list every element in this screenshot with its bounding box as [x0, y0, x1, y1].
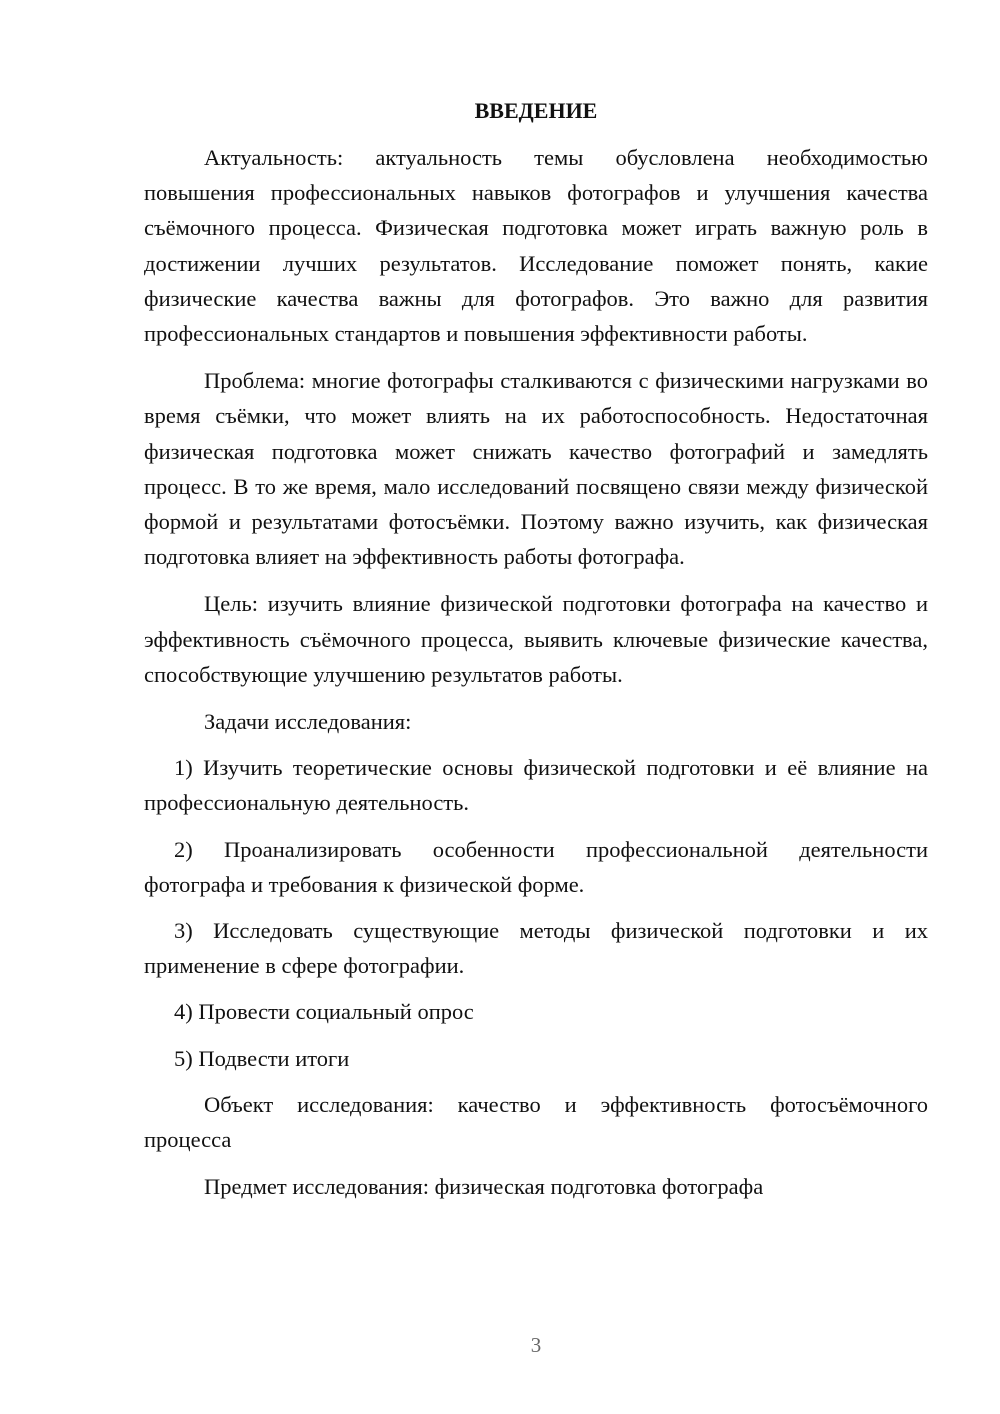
problem-paragraph: Проблема: многие фотографы сталкиваются с физическими нагрузками во время съёмки, что может влиять на их работоспособность. Недостаточная физическая подготовка может снижать качество фотографий и замедлять процесс. В то же время, мало исследований посвящено связи между физической формой и результатами фотосъёмки. Поэтому важно изучить, как физическая подготовка влияет на эффективность работы фотографа. — [144, 368, 928, 570]
goal-paragraph: Цель: изучить влияние физической подготовки фотографа на качество и эффективность съёмочного процесса, выявить ключевые физические качества, способствующие улучшению результатов работы. — [144, 591, 928, 687]
page-number: 3 — [530, 1333, 542, 1357]
page-content — [144, 93, 928, 1215]
task-item-4: 4) Провести социальный опрос — [174, 999, 474, 1025]
task-item-2: 2) Проанализировать особенности профессиональной деятельности фотографа и требования к физической форме. — [144, 836, 928, 897]
task-item-3: 3) Исследовать существующие методы физической подготовки и их применение в сфере фотографии. — [144, 918, 928, 979]
section-heading: ВВЕДЕНИЕ — [474, 98, 598, 123]
relevance-paragraph: Актуальность: актуальность темы обусловлена необходимостью повышения профессиональных навыков фотографов и улучшения качества съёмочного процесса. Физическая подготовка может играть важную роль в достижении лучших результатов. Исследование поможет понять, какие физические качества важны для фотографов. Это важно для развития профессиональных стандартов и повышения эффективности работы. — [144, 145, 928, 347]
task-item-5: 5) Подвести итоги — [174, 1045, 350, 1071]
subject-paragraph: Предмет исследования: физическая подготовка фотографа — [204, 1174, 764, 1200]
task-item-1: 1) Изучить теоретические основы физической подготовки и её влияние на профессиональную деятельность. — [144, 755, 928, 816]
tasks-title: Задачи исследования: — [204, 709, 412, 735]
object-paragraph: Объект исследования: качество и эффективность фотосъёмочного процесса — [144, 1091, 928, 1153]
